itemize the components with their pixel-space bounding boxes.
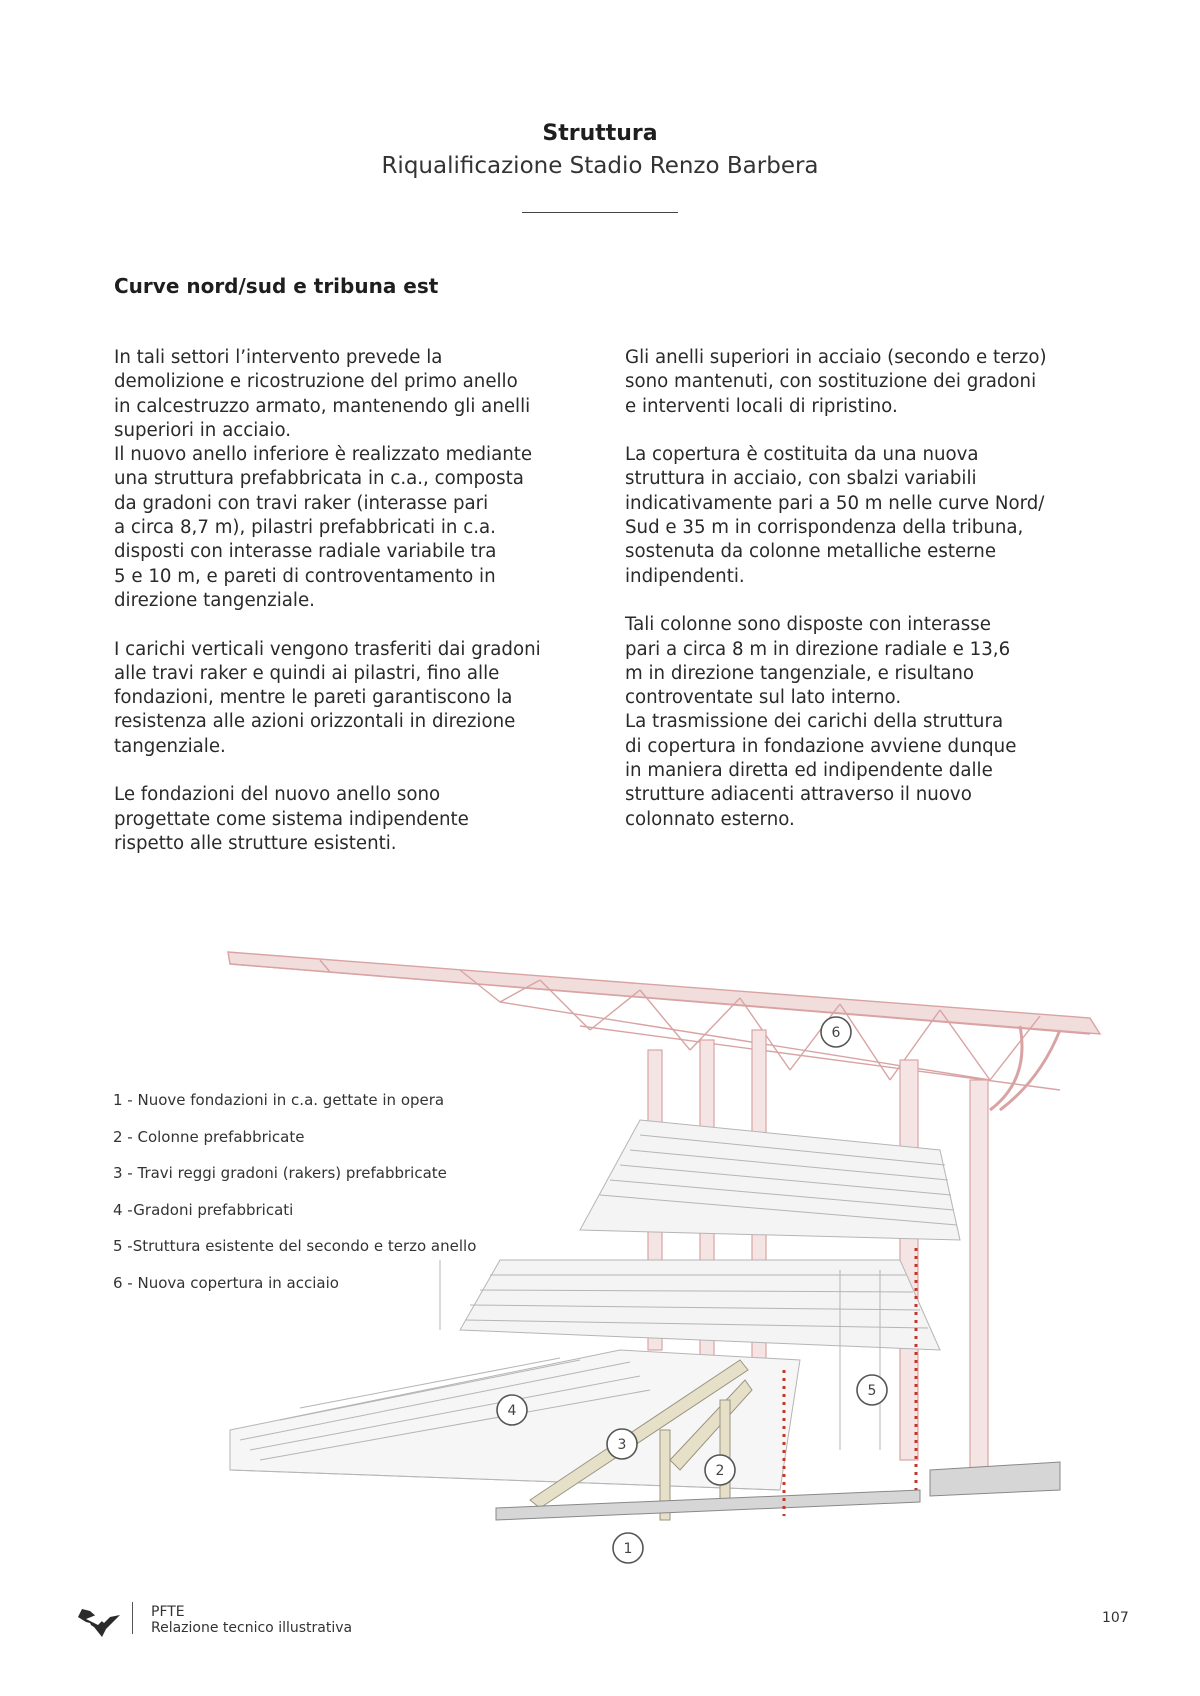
svg-text:4: 4 bbox=[507, 1403, 517, 1419]
svg-text:2: 2 bbox=[715, 1463, 725, 1479]
legend-item-3: 3 - Travi reggi gradoni (rakers) prefabbricate bbox=[113, 1164, 447, 1182]
page-title: Struttura bbox=[542, 121, 658, 146]
marker-5 bbox=[857, 1375, 887, 1405]
marker-4 bbox=[497, 1395, 527, 1425]
svg-text:6: 6 bbox=[831, 1025, 841, 1041]
section-title: Curve nord/sud e tribuna est bbox=[114, 274, 439, 298]
legend-item-1: 1 - Nuove fondazioni in c.a. gettate in opera bbox=[113, 1091, 445, 1109]
footer-line-2: Relazione tecnico illustrativa bbox=[151, 1620, 353, 1636]
svg-text:3: 3 bbox=[617, 1437, 627, 1453]
header-divider bbox=[522, 212, 678, 213]
svg-text:1: 1 bbox=[623, 1541, 633, 1557]
roof-structure bbox=[228, 952, 1100, 1110]
left-paragraph-1: In tali settori l’intervento prevede la demolizione e ricostruzione del primo anello in calcestruzzo armato, mantenendo gli anelli superiori in acciaio. Il nuovo anello inferiore è realizzato mediante una struttura prefabbricata in c.a., composta da gradoni con travi raker (interasse pari a circa 8,7 m), pilastri prefabbricati in c.a. disposti con interasse radiale variabile tra 5 e 10 m, e pareti di controventamento in direzione tangenziale. bbox=[114, 347, 533, 611]
marker-1 bbox=[613, 1533, 643, 1563]
footer-line-1: PFTE bbox=[151, 1604, 185, 1620]
left-paragraph-3: Le fondazioni del nuovo anello sono progettate come sistema indipendente rispetto alle strutture esistenti. bbox=[114, 784, 469, 854]
figure-legend bbox=[113, 1090, 476, 1309]
page-subtitle: Riqualificazione Stadio Renzo Barbera bbox=[381, 153, 819, 179]
footer-text bbox=[151, 1604, 352, 1636]
page-header bbox=[0, 120, 1200, 213]
left-paragraph-2: I carichi verticali vengono trasferiti dai gradoni alle travi raker e quindi ai pilastri, fino alle fondazioni, mentre le pareti garantiscono la resistenza alle azioni orizzontali in direzione tangenziale. bbox=[114, 638, 541, 757]
legend-item-4: 4 -Gradoni prefabbricati bbox=[113, 1200, 294, 1219]
marker-2 bbox=[705, 1455, 735, 1485]
right-paragraph-1: Gli anelli superiori in acciaio (secondo e terzo) sono mantenuti, con sostituzione dei gradoni e interventi locali di ripristino. bbox=[625, 347, 1047, 417]
legend-item-2: 2 - Colonne prefabbricate bbox=[113, 1127, 305, 1146]
page-number: 107 bbox=[1102, 1610, 1129, 1626]
marker-3 bbox=[607, 1429, 637, 1459]
legend-item-6: 6 - Nuova copertura in acciaio bbox=[113, 1273, 339, 1292]
footer-divider bbox=[132, 1602, 133, 1634]
right-text-column bbox=[625, 346, 1105, 856]
right-paragraph-2: La copertura è costituita da una nuova struttura in acciaio, con sbalzi variabili indicativamente pari a 50 m nelle curve Nord/ Sud e 35 m in corrispondenza della tribuna, sostenuta da colonne metalliche esterne indipendenti. bbox=[625, 444, 1045, 587]
marker-6 bbox=[821, 1017, 851, 1047]
left-text-column bbox=[114, 346, 594, 881]
right-paragraph-3: Tali colonne sono disposte con interasse pari a circa 8 m in direzione radiale e 13,6 m in direzione tangenziale, e risultano controventate sul lato interno. La trasmissione dei carichi della struttura di copertura in fondazione avviene dunque in maniera diretta ed indipendente dalle strutture adiacenti attraverso il nuovo colonnato esterno. bbox=[625, 614, 1017, 830]
eagle-logo-icon bbox=[76, 1603, 122, 1637]
legend-item-5: 5 -Struttura esistente del secondo e terzo anello bbox=[113, 1237, 477, 1255]
svg-text:5: 5 bbox=[867, 1383, 877, 1399]
